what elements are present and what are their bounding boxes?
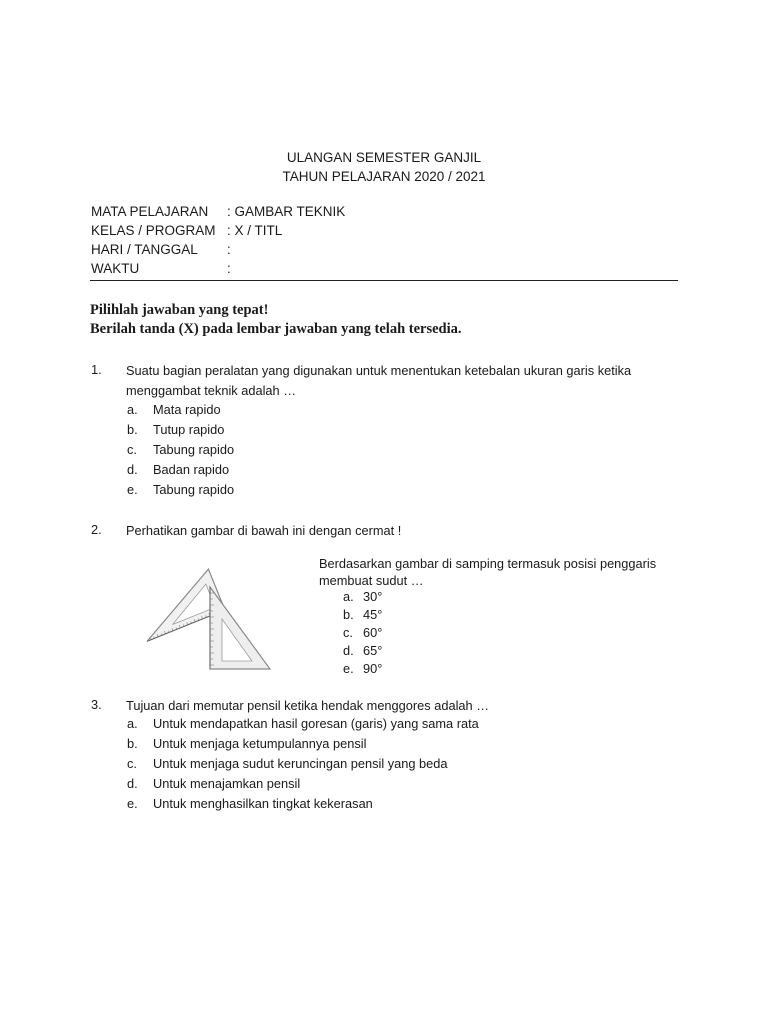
meta-label: WAKTU (91, 261, 140, 276)
option-letter: b. (127, 736, 138, 751)
option-text: Untuk menjaga ketumpulannya pensil (153, 736, 367, 751)
option-letter: c. (127, 756, 137, 771)
option-text: Untuk menjaga sudut keruncingan pensil yang beda (153, 756, 448, 771)
option-text: Untuk menghasilkan tingkat kekerasan (153, 796, 373, 811)
meta-row-subject (91, 204, 491, 223)
option-text: Tabung rapido (153, 482, 235, 497)
school-year-title: TAHUN PELAJARAN 2020 / 2021 (282, 169, 486, 184)
option-letter: a. (343, 589, 354, 604)
option-letter: c. (127, 442, 137, 457)
option-letter: d. (127, 462, 138, 477)
question-text: Perhatikan gambar di bawah ini dengan cermat ! (126, 523, 402, 538)
option-letter: e. (127, 796, 138, 811)
header-divider (90, 280, 678, 281)
option-letter: b. (127, 422, 138, 437)
question-text: Suatu bagian peralatan yang digunakan untuk menentukan ketebalan ukuran garis ketika menggambat teknik adalah … (126, 363, 632, 398)
instruction-line-1: Pilihlah jawaban yang tepat! (90, 302, 269, 318)
meta-label: KELAS / PROGRAM (91, 223, 216, 238)
option-text: Untuk menajamkan pensil (153, 776, 301, 791)
option-letter: c. (343, 625, 353, 640)
figure-question-text: Berdasarkan gambar di samping termasuk posisi penggaris membuat sudut … (319, 556, 657, 588)
meta-value: : (227, 242, 231, 257)
option-letter: a. (127, 716, 138, 731)
exam-title: ULANGAN SEMESTER GANJIL (286, 150, 482, 165)
option-letter: d. (127, 776, 138, 791)
meta-value: : X / TITL (227, 223, 283, 238)
option-text: 45° (363, 607, 383, 622)
set-square-figure (130, 557, 280, 677)
instruction-line-2: Berilah tanda (X) pada lembar jawaban yang telah tersedia. (90, 321, 462, 337)
option-text: Tutup rapido (153, 422, 225, 437)
option-letter: b. (343, 607, 354, 622)
option-text: 60° (363, 625, 383, 640)
meta-row-time (91, 261, 491, 280)
meta-value: : GAMBAR TEKNIK (227, 204, 346, 219)
option-text: Untuk mendapatkan hasil goresan (garis) yang sama rata (153, 716, 479, 731)
meta-row-date (91, 242, 491, 261)
option-text: 90° (363, 661, 383, 676)
meta-label: MATA PELAJARAN (91, 204, 209, 219)
meta-value: : (227, 261, 231, 276)
option-text: Tabung rapido (153, 442, 235, 457)
option-letter: a. (127, 402, 138, 417)
question-text: Tujuan dari memutar pensil ketika hendak menggores adalah … (126, 698, 490, 713)
question-number: 1. (91, 362, 102, 377)
option-letter: e. (127, 482, 138, 497)
option-letter: d. (343, 643, 354, 658)
option-text: Mata rapido (153, 402, 221, 417)
question-number: 3. (91, 697, 102, 712)
option-text: 65° (363, 643, 383, 658)
option-letter: e. (343, 661, 354, 676)
option-text: Badan rapido (153, 462, 230, 477)
meta-row-class (91, 223, 491, 242)
meta-label: HARI / TANGGAL (91, 242, 198, 257)
question-number: 2. (91, 522, 102, 537)
option-text: 30° (363, 589, 383, 604)
